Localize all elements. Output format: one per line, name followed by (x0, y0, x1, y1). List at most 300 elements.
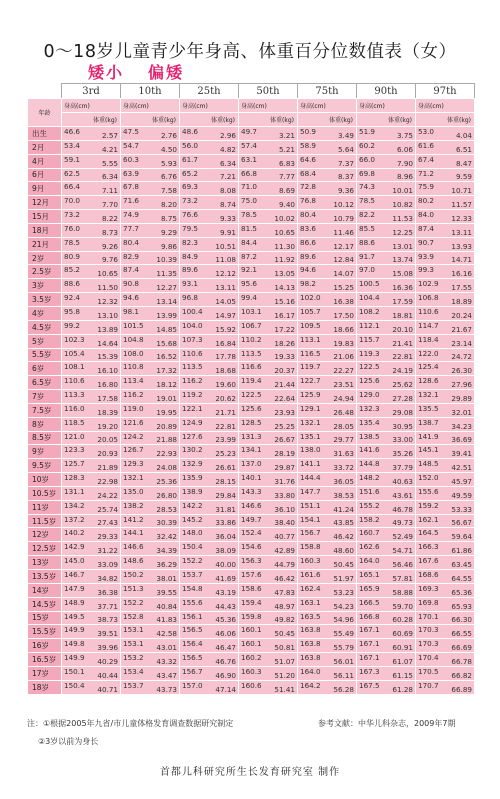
age-cell: 10.5岁 (28, 486, 62, 500)
value-cell (180, 597, 239, 611)
weight-value: 20.05 (97, 435, 118, 445)
value-cell (62, 528, 121, 542)
weight-value: 13.99 (156, 310, 177, 320)
weight-value: 10.65 (97, 269, 118, 279)
value-cell (298, 486, 357, 500)
height-value: 153.1 (123, 639, 144, 649)
height-value: 116.2 (182, 376, 203, 386)
height-value: 141.6 (359, 445, 380, 455)
value-cell (357, 666, 416, 680)
weight-value: 20.24 (451, 310, 472, 320)
height-value: 141.9 (418, 431, 439, 441)
value-cell (416, 583, 475, 597)
height-value: 135.5 (418, 403, 439, 413)
weight-value: 26.30 (451, 366, 472, 376)
height-value: 143.3 (241, 486, 262, 496)
value-cell (416, 293, 475, 307)
value-cell (357, 431, 416, 445)
value-cell (298, 279, 357, 293)
value-cell (62, 251, 121, 265)
value-cell (239, 583, 298, 597)
height-value: 165.9 (359, 583, 380, 593)
height-value: 156.3 (241, 556, 262, 566)
height-value: 158.2 (359, 514, 380, 524)
value-cell (180, 680, 239, 694)
height-value: 104.4 (359, 293, 380, 303)
height-value: 151.6 (359, 486, 380, 496)
age-cell: 18岁 (28, 680, 62, 694)
height-value: 125.6 (241, 403, 262, 413)
value-cell (121, 445, 180, 459)
weight-value: 9.33 (219, 213, 236, 223)
value-cell (180, 583, 239, 597)
value-cell (298, 403, 357, 417)
value-cell (239, 279, 298, 293)
weight-value: 14.97 (215, 310, 236, 320)
weight-value: 33.86 (215, 518, 236, 528)
value-cell (239, 320, 298, 334)
weight-value: 5.21 (278, 144, 295, 154)
height-value: 46.6 (64, 127, 81, 136)
weight-value: 10.39 (156, 255, 177, 265)
value-cell (180, 376, 239, 390)
height-value: 71.6 (123, 196, 140, 206)
height-value: 155.6 (418, 486, 439, 496)
value-cell (239, 625, 298, 639)
age-cell: 2月 (28, 140, 62, 154)
height-value: 158.6 (241, 583, 262, 593)
weight-value: 33.72 (333, 463, 354, 473)
age-cell: 4岁 (28, 306, 62, 320)
height-value: 93.1 (182, 279, 199, 289)
value-cell (62, 625, 121, 639)
height-value: 149.5 (64, 611, 85, 621)
weight-value: 59.70 (392, 601, 413, 611)
height-value: 82.2 (359, 210, 376, 220)
value-cell (62, 611, 121, 625)
table-row (28, 223, 475, 237)
height-value: 60.3 (123, 154, 140, 164)
weight-value: 40.84 (156, 601, 177, 611)
weight-value: 12.12 (215, 269, 236, 279)
value-cell (239, 140, 298, 154)
age-cell: 13岁 (28, 556, 62, 570)
height-value: 65.2 (182, 168, 199, 178)
age-cell: 15月 (28, 210, 62, 224)
value-cell (62, 542, 121, 556)
age-cell: 4.5岁 (28, 320, 62, 334)
value-cell (121, 362, 180, 376)
weight-value: 28.15 (215, 476, 236, 486)
table-row (28, 348, 475, 362)
value-cell (298, 210, 357, 224)
value-cell (121, 528, 180, 542)
age-cell: 15岁 (28, 611, 62, 625)
age-cell: 17岁 (28, 666, 62, 680)
height-value: 153.4 (123, 666, 144, 676)
age-cell: 12.5岁 (28, 542, 62, 556)
weight-value: 6.51 (455, 144, 472, 154)
value-cell (357, 237, 416, 251)
height-value: 144.4 (300, 473, 321, 483)
value-cell (416, 279, 475, 293)
height-value: 89.6 (182, 265, 199, 275)
value-cell (62, 237, 121, 251)
weight-value: 42.58 (156, 629, 177, 639)
weight-value: 9.76 (101, 255, 118, 265)
height-value: 98.1 (123, 306, 140, 316)
height-value: 107.3 (182, 334, 203, 344)
height-value: 147.9 (64, 583, 85, 593)
weight-value: 10.71 (451, 186, 472, 196)
value-cell (416, 140, 475, 154)
height-value: 157.0 (182, 680, 203, 690)
value-cell (416, 348, 475, 362)
value-cell (357, 127, 416, 141)
height-value: 155.6 (182, 597, 203, 607)
value-cell (180, 168, 239, 182)
value-cell (239, 445, 298, 459)
height-value: 110.2 (241, 334, 262, 344)
weight-value: 8.75 (160, 213, 177, 223)
weight-value: 21.88 (156, 435, 177, 445)
weight-value: 22.98 (97, 476, 118, 486)
value-cell (121, 583, 180, 597)
weight-value: 5.55 (101, 158, 118, 168)
height-value: 148.9 (64, 597, 85, 607)
weight-header: 体重(kg) (62, 113, 121, 127)
weight-value: 24.19 (392, 366, 413, 376)
weight-header: 体重(kg) (298, 113, 357, 127)
weight-value: 55.79 (333, 643, 354, 653)
value-cell (298, 597, 357, 611)
weight-value: 48.97 (274, 601, 295, 611)
value-cell (357, 486, 416, 500)
height-value: 159.2 (418, 500, 439, 510)
weight-value: 36.69 (451, 435, 472, 445)
age-cell: 3岁 (28, 279, 62, 293)
table-body (28, 127, 475, 695)
value-cell (416, 514, 475, 528)
weight-value: 31.63 (333, 449, 354, 459)
weight-value: 7.11 (101, 186, 118, 196)
weight-value: 17.32 (156, 366, 177, 376)
table-row (28, 556, 475, 570)
weight-value: 7.70 (101, 200, 118, 210)
value-cell (298, 473, 357, 487)
value-cell (298, 542, 357, 556)
height-value: 125.6 (359, 376, 380, 386)
value-cell (62, 348, 121, 362)
weight-value: 38.40 (274, 518, 295, 528)
height-value: 80.4 (300, 210, 317, 220)
height-value: 154.1 (300, 514, 321, 524)
percentile-header: 50th (239, 84, 298, 99)
height-value: 64.6 (300, 154, 317, 164)
value-cell (239, 210, 298, 224)
height-value: 156.5 (182, 653, 203, 663)
value-cell (239, 376, 298, 390)
value-cell (121, 556, 180, 570)
value-cell (298, 666, 357, 680)
weight-value: 18.12 (156, 380, 177, 390)
weight-value: 37.71 (97, 601, 118, 611)
height-value: 88.6 (64, 279, 81, 289)
value-cell (357, 306, 416, 320)
weight-value: 57.81 (392, 573, 413, 583)
value-cell (298, 265, 357, 279)
weight-value: 66.82 (451, 670, 472, 680)
table-row (28, 666, 475, 680)
value-cell (62, 182, 121, 196)
height-value: 128.5 (241, 417, 262, 427)
weight-value: 11.50 (97, 283, 118, 293)
weight-value: 55.49 (333, 629, 354, 639)
percentile-header: 75th (298, 84, 357, 99)
weight-value: 47.14 (215, 685, 236, 694)
value-cell (121, 223, 180, 237)
value-cell (357, 320, 416, 334)
value-cell (239, 417, 298, 431)
value-cell (298, 625, 357, 639)
height-value: 151.1 (300, 500, 321, 510)
value-cell (180, 293, 239, 307)
value-cell (180, 486, 239, 500)
note-source: 注：①根据2005年九省/市儿童体格发育调查数据研究制定 (27, 719, 234, 728)
height-value: 163.8 (300, 639, 321, 649)
height-value: 135.1 (300, 431, 321, 441)
age-cell: 11岁 (28, 500, 62, 514)
weight-value: 19.20 (97, 421, 118, 431)
height-value: 88.6 (359, 237, 376, 247)
weight-value: 46.76 (215, 656, 236, 666)
weight-value: 52.49 (392, 532, 413, 542)
weight-value: 49.82 (274, 615, 295, 625)
height-value: 160.3 (300, 556, 321, 566)
weight-value: 17.50 (333, 310, 354, 320)
weight-value: 61.86 (451, 546, 472, 556)
weight-value: 16.52 (156, 352, 177, 362)
height-value: 159.8 (241, 611, 262, 621)
weight-value: 27.96 (451, 380, 472, 390)
corner-cell (28, 84, 62, 99)
weight-value: 17.55 (451, 283, 472, 293)
value-cell (239, 403, 298, 417)
height-value: 145.1 (418, 445, 439, 455)
value-cell (239, 168, 298, 182)
weight-value: 19.01 (156, 393, 177, 403)
value-cell (357, 210, 416, 224)
age-cell: 5岁 (28, 334, 62, 348)
weight-value: 60.91 (392, 643, 413, 653)
value-cell (121, 680, 180, 694)
value-cell (298, 500, 357, 514)
value-cell (121, 348, 180, 362)
weight-value: 23.51 (333, 380, 354, 390)
weight-value: 34.23 (451, 421, 472, 431)
height-value: 169.8 (418, 597, 439, 607)
height-value: 154.6 (241, 542, 262, 552)
weight-value: 10.12 (333, 200, 354, 210)
value-cell (298, 237, 357, 251)
height-value: 53.4 (64, 140, 81, 150)
age-cell: 8岁 (28, 417, 62, 431)
value-cell (180, 417, 239, 431)
weight-value: 56.28 (333, 685, 354, 694)
weight-value: 35.26 (392, 449, 413, 459)
age-cell: 12岁 (28, 528, 62, 542)
value-cell (121, 196, 180, 210)
value-cell (357, 514, 416, 528)
weight-value: 25.62 (392, 380, 413, 390)
value-cell (62, 583, 121, 597)
height-value: 59.1 (64, 154, 81, 164)
value-cell (62, 293, 121, 307)
weight-value: 42.89 (274, 546, 295, 556)
value-cell (121, 639, 180, 653)
height-value: 162.4 (300, 583, 321, 593)
value-cell (62, 334, 121, 348)
height-value: 114.7 (418, 320, 439, 330)
weight-value: 63.45 (451, 560, 472, 569)
weight-value: 22.64 (274, 393, 295, 403)
value-cell (180, 445, 239, 459)
height-value: 145.0 (64, 556, 85, 566)
weight-value: 39.41 (451, 449, 472, 459)
value-cell (180, 459, 239, 473)
weight-value: 28.19 (274, 449, 295, 459)
value-cell (416, 168, 475, 182)
height-value: 124.2 (123, 431, 144, 441)
weight-value: 5.93 (160, 158, 177, 168)
table-row (28, 127, 475, 141)
height-value: 161.6 (300, 570, 321, 579)
weight-value: 46.90 (215, 670, 236, 680)
value-cell (62, 597, 121, 611)
height-value: 132.1 (300, 417, 321, 427)
weight-value: 25.36 (156, 476, 177, 486)
height-value: 167.1 (359, 625, 380, 635)
height-value: 119.7 (300, 362, 321, 372)
value-cell (298, 306, 357, 320)
table-row (28, 445, 475, 459)
weight-value: 40.44 (97, 670, 118, 680)
height-value: 67.4 (418, 154, 435, 164)
value-cell (357, 680, 416, 694)
value-cell (239, 348, 298, 362)
height-value: 156.7 (300, 528, 321, 538)
height-value: 96.8 (182, 293, 199, 303)
height-value: 113.4 (123, 376, 144, 386)
value-cell (180, 334, 239, 348)
weight-header: 体重(kg) (239, 113, 298, 127)
height-value: 138.7 (418, 417, 439, 427)
height-value: 119.4 (241, 376, 262, 386)
weight-value: 20.89 (156, 421, 177, 431)
weight-value: 13.93 (451, 241, 472, 251)
height-value: 73.2 (182, 196, 199, 206)
weight-value: 11.92 (274, 255, 295, 265)
weight-value: 43.61 (392, 490, 413, 500)
value-cell (62, 210, 121, 224)
weight-value: 40.77 (274, 532, 295, 542)
value-cell (416, 459, 475, 473)
percentile-header: 97th (416, 84, 475, 99)
weight-value: 12.33 (451, 213, 472, 223)
value-cell (416, 542, 475, 556)
table-row (28, 334, 475, 348)
height-value: 95.6 (241, 279, 258, 289)
weight-value: 15.68 (156, 338, 177, 348)
height-value: 116.2 (123, 390, 144, 400)
height-value: 47.5 (123, 127, 140, 136)
value-cell (416, 306, 475, 320)
weight-value: 40.29 (97, 656, 118, 666)
age-cell: 6岁 (28, 362, 62, 376)
value-cell (121, 279, 180, 293)
weight-value: 23.93 (274, 407, 295, 417)
value-cell (62, 320, 121, 334)
height-value: 155.2 (359, 500, 380, 510)
weight-value: 21.44 (274, 380, 295, 390)
height-value: 110.6 (182, 348, 203, 358)
height-header-row (28, 99, 475, 113)
value-cell (180, 514, 239, 528)
value-cell (180, 196, 239, 210)
value-cell (357, 597, 416, 611)
weight-value: 22.93 (156, 449, 177, 459)
weight-value: 13.89 (97, 324, 118, 334)
value-cell (416, 417, 475, 431)
age-cell: 21月 (28, 237, 62, 251)
weight-value: 4.21 (101, 144, 118, 154)
table-row (28, 390, 475, 404)
value-cell (239, 182, 298, 196)
height-value: 106.7 (241, 320, 262, 330)
height-value: 110.8 (123, 362, 144, 372)
value-cell (298, 556, 357, 570)
age-cell: 11.5岁 (28, 514, 62, 528)
height-value: 132.1 (123, 473, 144, 483)
height-value: 68.4 (300, 168, 317, 178)
table-row (28, 431, 475, 445)
height-value: 166.8 (359, 611, 380, 621)
weight-value: 50.45 (333, 560, 354, 569)
height-value: 100.4 (182, 306, 203, 316)
height-value: 160.1 (241, 639, 262, 649)
weight-header: 体重(kg) (121, 113, 180, 127)
height-value: 110.6 (64, 376, 85, 386)
value-cell (298, 639, 357, 653)
value-cell (62, 500, 121, 514)
value-cell (416, 362, 475, 376)
weight-value: 16.17 (274, 310, 295, 320)
height-value: 82.3 (182, 237, 199, 247)
weight-value: 65.93 (451, 601, 472, 611)
value-cell (416, 127, 475, 141)
value-cell (121, 334, 180, 348)
height-value: 116.5 (300, 348, 321, 358)
value-cell (416, 445, 475, 459)
weight-value: 27.43 (97, 518, 118, 528)
value-cell (416, 431, 475, 445)
weight-value: 42.51 (451, 463, 472, 473)
weight-value: 66.78 (451, 656, 472, 666)
height-value: 141.1 (300, 459, 321, 469)
weight-value: 10.82 (392, 200, 413, 210)
value-cell (62, 196, 121, 210)
value-cell (62, 473, 121, 487)
